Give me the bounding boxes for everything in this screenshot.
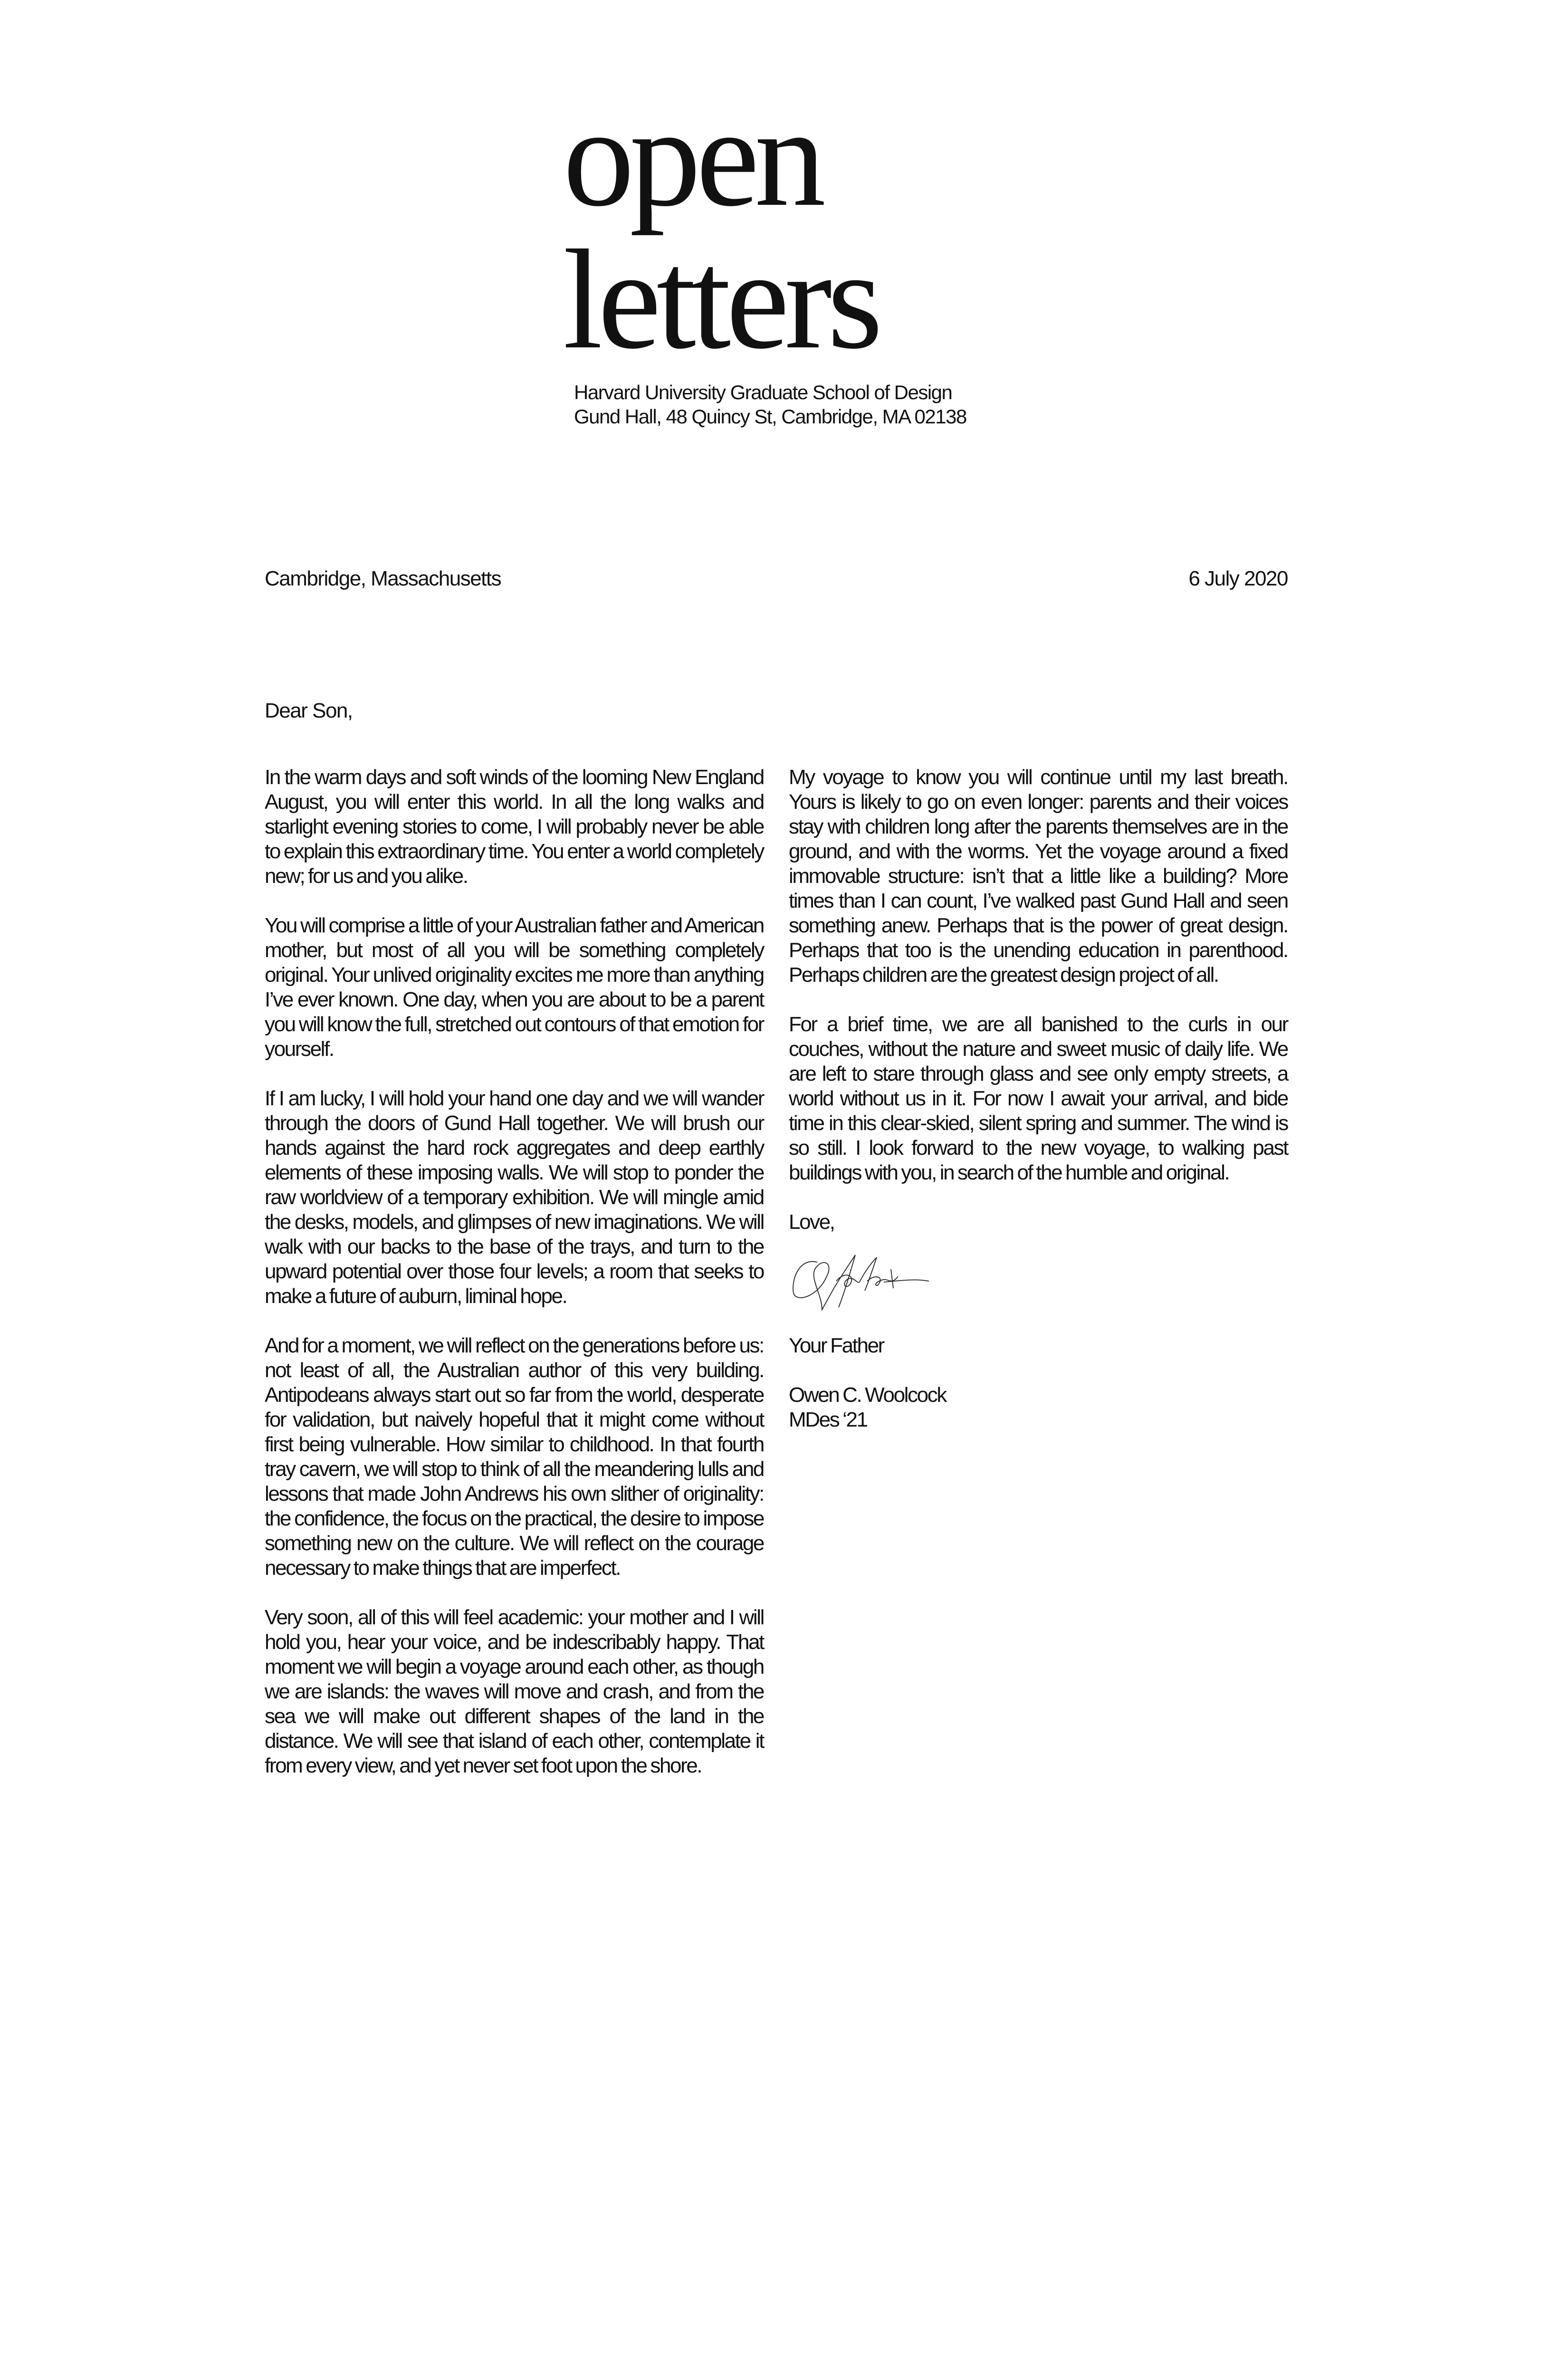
signature-block <box>789 1210 1288 1432</box>
paragraph: You will comprise a little of your Australian father and American mother, but most of all you will be something completely original. Your unlived originality excites me more than anything I’ve ever known. One day, when you are about to be a parent you will know the full, stretched out contours of that emotion for yourself. <box>265 914 764 1061</box>
salutation: Dear Son, <box>265 699 353 722</box>
logo-line-letters: letters <box>563 220 879 378</box>
paragraph: My voyage to know you will continue until my last breath. Yours is likely to go on even longer: parents and their voices stay with children long after the parents themselves are in the ground, and with the worms. Yet the voyage around a fixed immovable structure: isn’t that a little like a building? More times than I can count, I’ve walked past Gund Hall and seen something anew. Perhaps that is the power of great design. Perhaps that too is the unending education in parenthood. Perhaps children are the greatest design project of all. <box>789 766 1288 987</box>
author-program: MDes ‘21 <box>789 1408 867 1431</box>
logo-line-open: open <box>563 78 822 236</box>
paragraph: Very soon, all of this will feel academic: your mother and I will hold you, hear your voice, and be indescribably happy. That moment we will begin a voyage around each other, as though we are islands: the waves will move and crash, and from the sea we will make out different shapes of the land in the distance. We will see that island of each other, contemplate it from every view, and yet never set foot upon the shore. <box>265 1606 764 1777</box>
letter-place: Cambridge, Massachusetts <box>265 567 501 590</box>
closing: Love, <box>789 1210 834 1234</box>
paragraph: For a brief time, we are all banished to the curls in our couches, without the nature and sweet music of daily life. We are left to stare through glass and see only empty streets, a world without us in it. For now I await your arrival, and bide time in this clear-skied, silent spring and summer. The wind is so still. I look forward to the new voyage, to walking past buildings with you, in search of the humble and original. <box>789 1013 1288 1184</box>
letter-body-left-column <box>265 765 764 1803</box>
author-name: Owen C. Woolcock <box>789 1383 946 1407</box>
letter-date: 6 July 2020 <box>1188 567 1288 590</box>
sign-off: Your Father <box>789 1334 884 1357</box>
institution-name: Harvard University Graduate School of Design <box>574 381 952 403</box>
paragraph: And for a moment, we will reflect on the generations before us: not least of all, the Australian author of this very building. Antipodeans always start out so far from the world, desperate for validation, but naively hopeful that it might come without first being vulnerable. How similar to childhood. In that fourth tray cavern, we will stop to think of all the meandering lulls and lessons that made John Andrews his own slither of originality: the confidence, the focus on the practical, the desire to impose something new on the culture. We will reflect on the courage necessary to make things that are imperfect. <box>265 1334 764 1580</box>
institution-address: Gund Hall, 48 Quincy St, Cambridge, MA 02138 <box>574 405 966 428</box>
paragraph: In the warm days and soft winds of the looming New England August, you will enter this world. In all the long walks and starlight evening stories to come, I will probably never be able to explain this extraordinary time. You enter a world completely new; for us and you alike. <box>265 766 764 888</box>
handwritten-signature <box>789 1243 931 1314</box>
letter-body-right-column <box>789 765 1288 1432</box>
paragraph: If I am lucky, I will hold your hand one day and we will wander through the doors of Gund Hall together. We will brush our hands against the hard rock aggregates and deep earthly elements of these imposing walls. We will stop to ponder the raw worldview of a temporary exhibition. We will mingle amid the desks, models, and glimpses of new imaginations. We will walk with our backs to the base of the trays, and turn to the upward potential over those four levels; a room that seeks to make a future of auburn, liminal hope. <box>265 1087 764 1308</box>
letterhead-address <box>574 380 966 429</box>
